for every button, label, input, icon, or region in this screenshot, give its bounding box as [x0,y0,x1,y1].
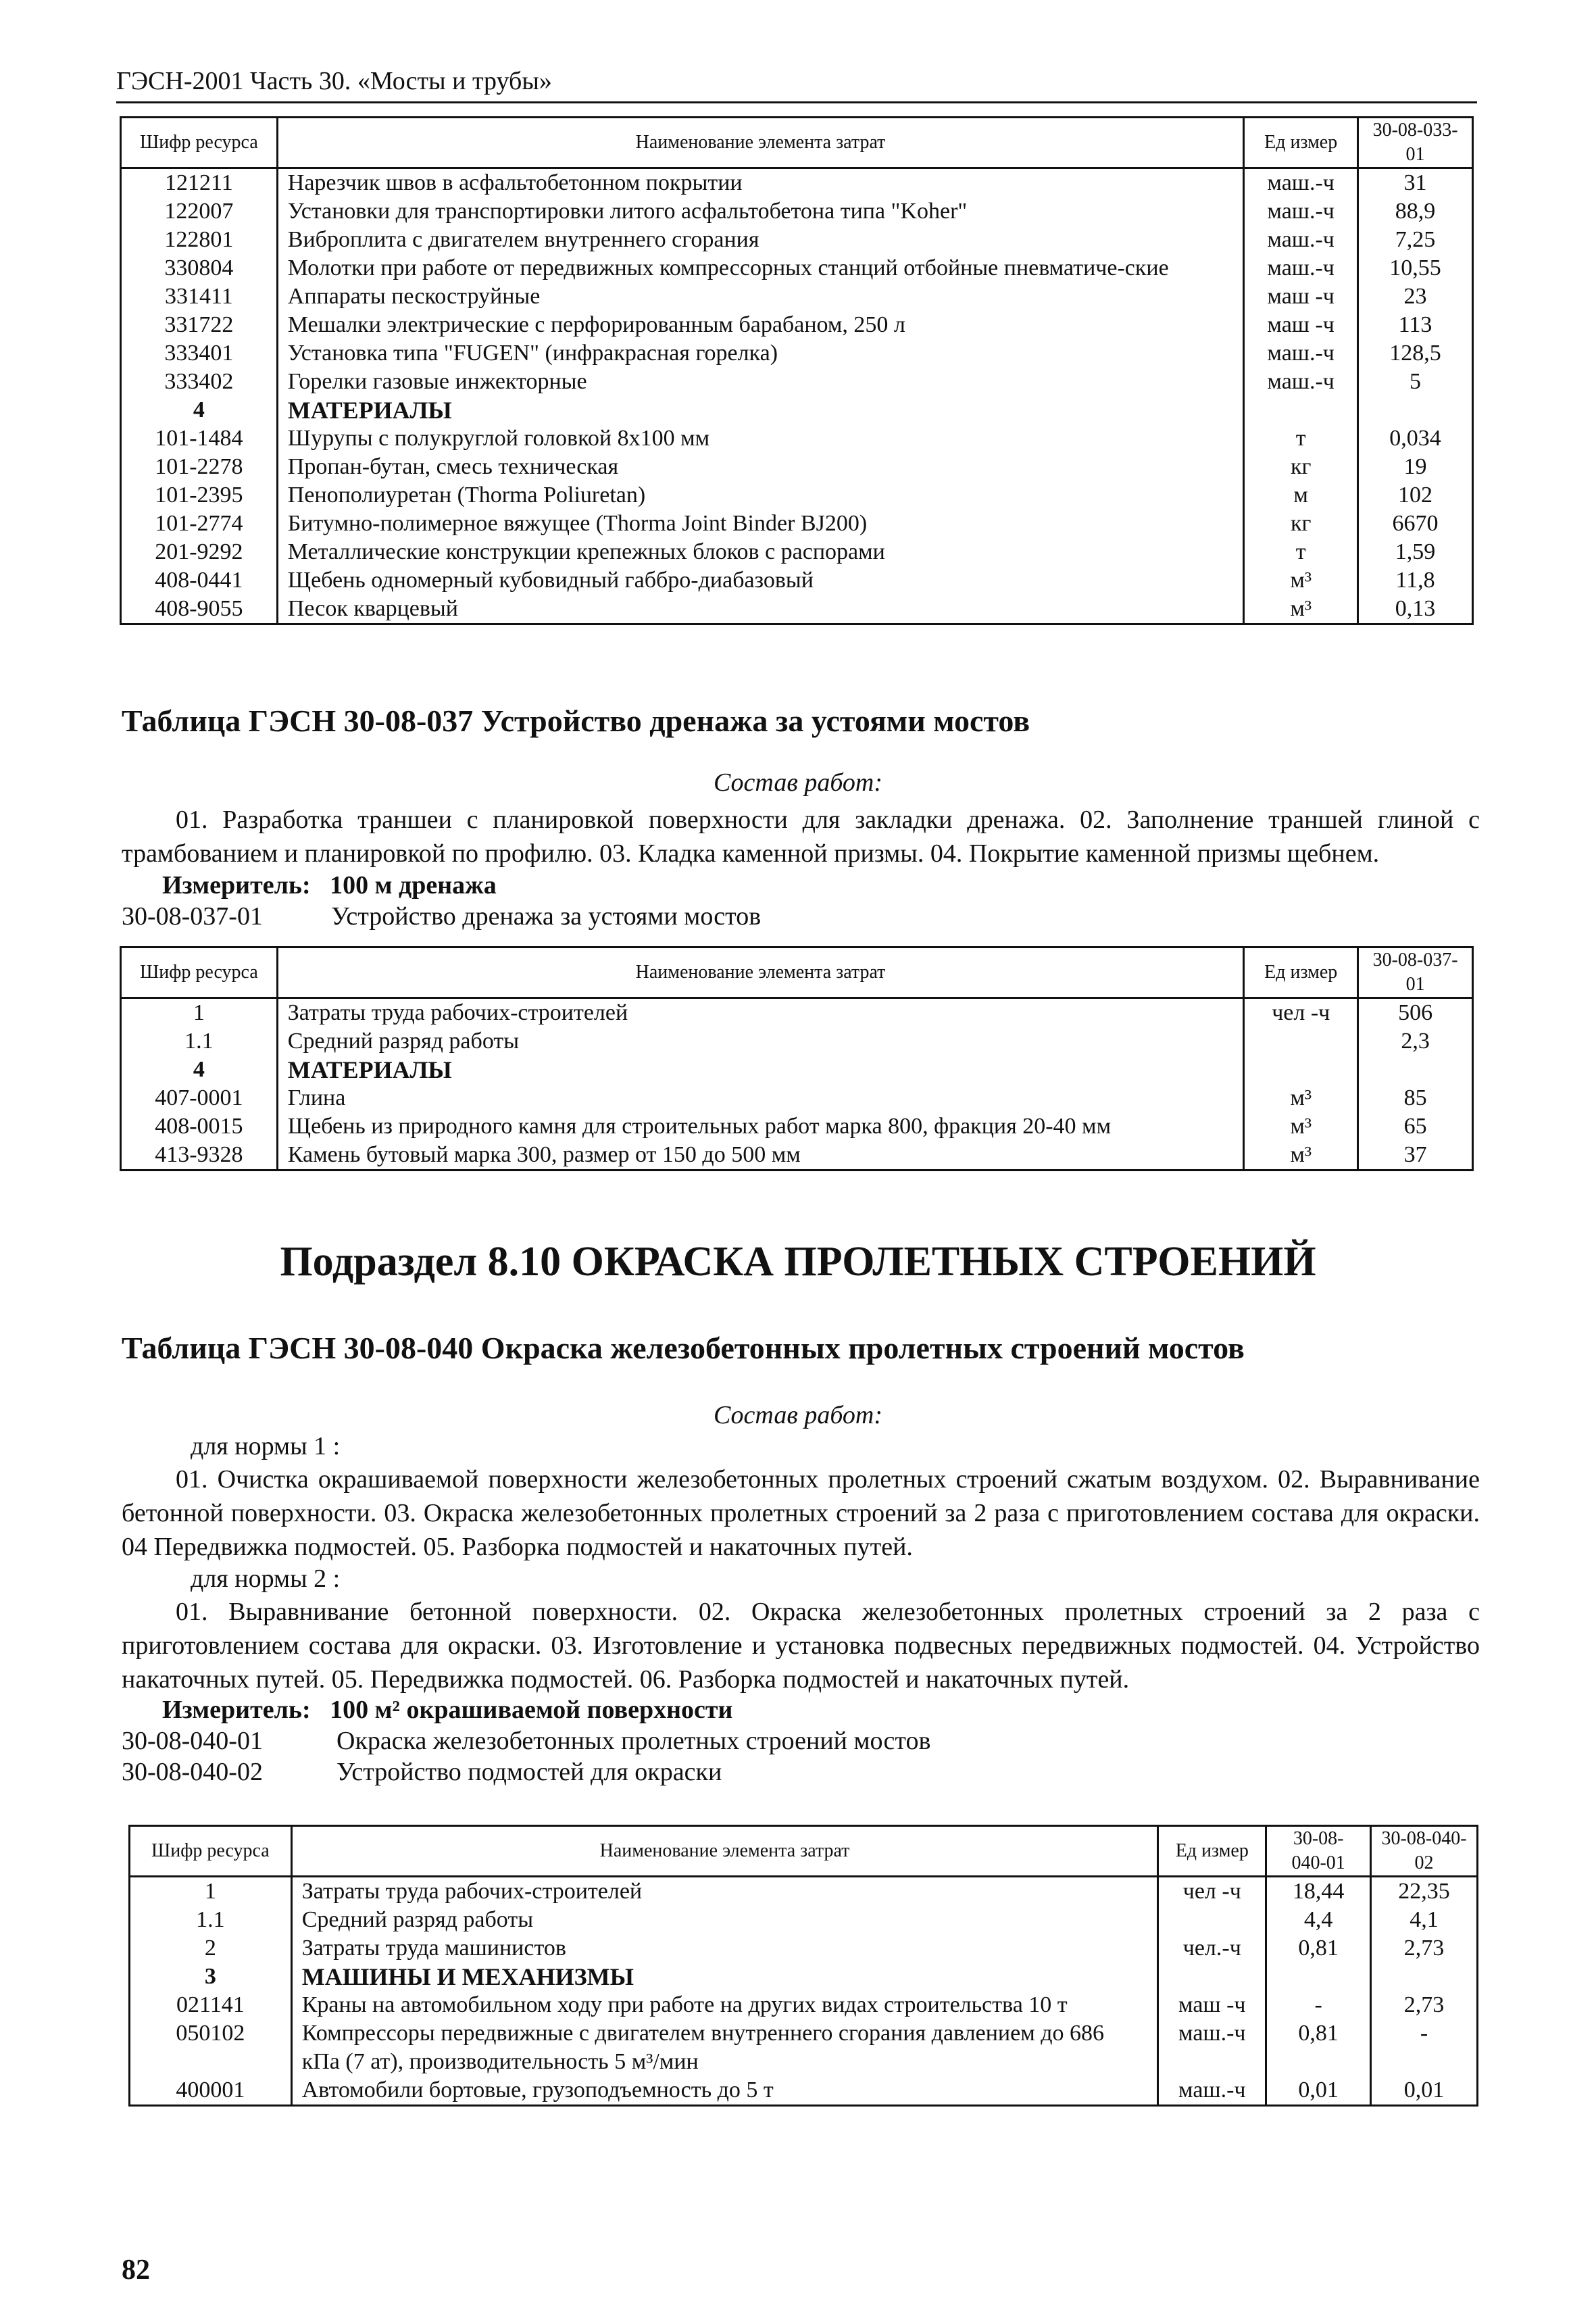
table-row [121,595,1473,624]
cell-code: 3 [130,1963,292,1991]
cell-unit: маш.-ч [1158,2076,1266,2106]
cell-code: 330804 [121,254,278,282]
norm2-text [122,1595,1480,1696]
table-row [121,1112,1473,1141]
cell-value-1: 4,4 [1266,1906,1371,1934]
cell-code: 408-9055 [121,595,278,624]
cell-code: 407-0001 [121,1084,278,1112]
cell-value-2: - [1371,2019,1478,2076]
cell-value-1: 10,55 [1358,254,1473,282]
cell-name: Затраты труда рабочих-строителей [277,998,1244,1028]
cell-name: Аппараты пескоструйные [277,282,1243,311]
cell-value-2: 2,73 [1371,1934,1478,1963]
cell-value-1: 0,034 [1358,424,1473,453]
cell-value-1: 506 [1358,998,1473,1028]
cell-name: Компрессоры передвижные с двигателем внутреннего сгорания давлением до 686 кПа (7 ат), производительность 5 м³/мин [291,2019,1158,2076]
table-row [121,168,1473,198]
cell-unit: маш -ч [1244,282,1358,311]
cell-value-1 [1266,1963,1371,1991]
meter-line [162,1695,732,1725]
cell-code: 121211 [121,168,278,198]
cell-code: 408-0441 [121,566,278,595]
cell-code: 408-0015 [121,1112,278,1141]
cell-name: Пропан-бутан, смесь техническая [277,453,1243,481]
col-header-unit: Ед измер [1244,947,1358,998]
cell-value-1: 37 [1358,1141,1473,1171]
meter-line [162,870,497,900]
cell-name: Щебень одномерный кубовидный габбро-диабазовый [277,566,1243,595]
table-row [121,254,1473,282]
col-header-norm1: 30-08-040-01 [1266,1826,1371,1877]
cell-unit: чел.-ч [1158,1934,1266,1963]
cell-value-1: 11,8 [1358,566,1473,595]
cell-code: 1 [130,1877,292,1906]
table-row [121,339,1473,368]
table-row [121,566,1473,595]
cell-unit: кг [1244,510,1358,538]
cell-unit [1244,1027,1358,1056]
table-row [130,1906,1478,1934]
meter-label: Измеритель: [162,1696,311,1724]
cell-value-1 [1358,396,1473,424]
cell-code: 122007 [121,197,278,226]
norm-code: 30-08-037-01 [122,902,263,931]
cell-unit: м³ [1244,1141,1358,1171]
cell-unit [1244,1056,1358,1084]
cell-unit [1244,396,1358,424]
cell-value-2: 4,1 [1371,1906,1478,1934]
cell-value-1: 23 [1358,282,1473,311]
norm1-label: для нормы 1 : [191,1432,341,1460]
cell-name: Битумно-полимерное вяжущее (Thorma Joint Binder BJ200) [277,510,1243,538]
table-row [130,1963,1478,1991]
resource-table-040 [128,1825,1478,2107]
cell-name: Установки для транспортировки литого асфальтобетона типа "Koher" [277,197,1243,226]
table-row [121,282,1473,311]
table-row [121,1141,1473,1171]
cell-unit: м³ [1244,1112,1358,1141]
col-header-code: Шифр ресурса [121,947,278,998]
cell-code: 1 [121,998,278,1028]
running-header: ГЭСН-2001 Часть 30. «Мосты и трубы» [116,67,552,95]
cell-code: 1.1 [121,1027,278,1056]
table-row [121,311,1473,339]
cell-unit: чел -ч [1244,998,1358,1028]
work-text-norm2: 01. Выравнивание бетонной поверхности. 02. Окраска железобетонных пролетных строений за 2 раза с приготовлением состава для окраски. 03. Изготовление и установка подвесных передвижных подмостей. 04. Устройство накаточных путей. 05. Передвижка подмостей. 06. Разборка подмостей и накаточных путей. [122,1598,1480,1694]
cell-value-1 [1358,1056,1473,1084]
cell-value-1: 85 [1358,1084,1473,1112]
col-header-name: Наименование элемента затрат [291,1826,1158,1877]
cell-value-1: 0,13 [1358,595,1473,624]
cell-unit: т [1244,538,1358,566]
norm-line [122,1726,930,1756]
norm-name: Устройство подмостей для окраски [336,1758,722,1786]
table-row [130,2019,1478,2076]
cell-value-1: 102 [1358,481,1473,510]
cell-name: МАТЕРИАЛЫ [277,396,1243,424]
cell-name: Камень бутовый марка 300, размер от 150 до 500 мм [277,1141,1244,1171]
resource-table-037 [120,946,1474,1171]
table-title-037: Таблица ГЭСН 30-08-037 Устройство дренажа за устоями мостов [122,704,1030,738]
meter-label: Измеритель: [162,871,311,900]
work-composition-heading: Состав работ: [713,1401,883,1429]
table-row [121,998,1473,1028]
cell-value-1: 2,3 [1358,1027,1473,1056]
table-row [121,368,1473,396]
col-header-norm2: 30-08-040-02 [1371,1826,1478,1877]
table-row [121,424,1473,453]
meter-value: 100 м² окрашиваемой поверхности [330,1696,733,1724]
work-text-norm1: 01. Очистка окрашиваемой поверхности железобетонных пролетных строений сжатым воздухом. 02. Выравнивание бетонной поверхности. 03. Окраска железобетонных пролетных строений за 2 раза с приготовлением состава для окраски. 04 Передвижка подмостей. 05. Разборка подмостей и накаточных путей. [122,1465,1480,1561]
cell-name: Автомобили бортовые, грузоподъемность до 5 т [291,2076,1158,2106]
table-row [130,1991,1478,2019]
col-header-code: Шифр ресурса [130,1826,292,1877]
cell-value-1: 18,44 [1266,1877,1371,1906]
cell-code: 331411 [121,282,278,311]
cell-value-2: 22,35 [1371,1877,1478,1906]
cell-unit: чел -ч [1158,1877,1266,1906]
table-row [121,1056,1473,1084]
cell-name: Установка типа "FUGEN" (инфракрасная горелка) [277,339,1243,368]
cell-name: Мешалки электрические с перфорированным барабаном, 250 л [277,311,1243,339]
cell-name: Шурупы с полукруглой головкой 8x100 мм [277,424,1243,453]
norm-name: Устройство дренажа за устоями мостов [331,902,762,931]
table-row [121,197,1473,226]
cell-name: Средний разряд работы [291,1906,1158,1934]
cell-code: 413-9328 [121,1141,278,1171]
cell-unit: маш -ч [1244,311,1358,339]
cell-name: МАШИНЫ И МЕХАНИЗМЫ [291,1963,1158,1991]
cell-unit: маш.-ч [1244,254,1358,282]
table-row [121,510,1473,538]
table-row [121,226,1473,254]
cell-value-1: 31 [1358,168,1473,198]
cell-unit [1158,1963,1266,1991]
table-row [121,538,1473,566]
norm-name: Окраска железобетонных пролетных строений мостов [336,1727,931,1755]
table-row [121,453,1473,481]
table-row [130,2076,1478,2106]
cell-unit: маш.-ч [1244,226,1358,254]
col-header-unit: Ед измер [1244,118,1358,168]
norm-line [122,1757,722,1787]
col-header-name: Наименование элемента затрат [277,947,1244,998]
table-row [130,1877,1478,1906]
work-composition-heading: Состав работ: [713,768,883,797]
norm-code: 30-08-040-02 [122,1758,263,1786]
cell-value-1: 113 [1358,311,1473,339]
cell-value-2 [1371,1963,1478,1991]
col-header-norm: 30-08-033-01 [1358,118,1473,168]
cell-name: МАТЕРИАЛЫ [277,1056,1244,1084]
cell-value-1: 65 [1358,1112,1473,1141]
table-row [121,1027,1473,1056]
cell-name: Горелки газовые инжекторные [277,368,1243,396]
table-title-040: Таблица ГЭСН 30-08-040 Окраска железобетонных пролетных строений мостов [122,1331,1245,1365]
cell-unit: маш.-ч [1244,168,1358,198]
cell-unit: м³ [1244,1084,1358,1112]
cell-value-1: 19 [1358,453,1473,481]
col-header-code: Шифр ресурса [121,118,278,168]
cell-unit: кг [1244,453,1358,481]
norm1-text [122,1462,1480,1564]
table-row [130,1934,1478,1963]
cell-name: Щебень из природного камня для строительных работ марка 800, фракция 20-40 мм [277,1112,1244,1141]
table-row [121,481,1473,510]
cell-code: 400001 [130,2076,292,2106]
cell-value-1: 128,5 [1358,339,1473,368]
table-header-row [121,947,1473,998]
cell-unit: маш.-ч [1158,2019,1266,2076]
cell-name: Краны на автомобильном ходу при работе на других видах строительства 10 т [291,1991,1158,2019]
cell-name: Глина [277,1084,1244,1112]
cell-value-1: 1,59 [1358,538,1473,566]
cell-unit: т [1244,424,1358,453]
cell-name: Виброплита с двигателем внутреннего сгорания [277,226,1243,254]
cell-unit: маш.-ч [1244,197,1358,226]
cell-code: 333401 [121,339,278,368]
resource-table-033 [120,116,1474,625]
norm-line [122,902,761,931]
col-header-name: Наименование элемента затрат [277,118,1243,168]
meter-value: 100 м дренажа [330,871,497,900]
cell-value-1: 5 [1358,368,1473,396]
cell-code: 122801 [121,226,278,254]
cell-code: 333402 [121,368,278,396]
subsection-title: Подраздел 8.10 ОКРАСКА ПРОЛЕТНЫХ СТРОЕНИЙ [280,1239,1316,1285]
cell-unit: маш.-ч [1244,368,1358,396]
cell-code: 101-2774 [121,510,278,538]
cell-name: Средний разряд работы [277,1027,1244,1056]
cell-name: Песок кварцевый [277,595,1243,624]
cell-value-1: 0,81 [1266,1934,1371,1963]
col-header-norm: 30-08-037-01 [1358,947,1473,998]
cell-unit: м [1244,481,1358,510]
table-header-row [130,1826,1478,1877]
cell-value-1: - [1266,1991,1371,2019]
cell-name: Затраты труда машинистов [291,1934,1158,1963]
cell-code: 4 [121,1056,278,1084]
cell-unit [1158,1906,1266,1934]
cell-name: Затраты труда рабочих-строителей [291,1877,1158,1906]
cell-value-1: 6670 [1358,510,1473,538]
cell-value-2: 0,01 [1371,2076,1478,2106]
header-rule [116,101,1477,103]
norm-code: 30-08-040-01 [122,1727,263,1755]
cell-unit: м³ [1244,595,1358,624]
cell-code: 331722 [121,311,278,339]
cell-value-1: 7,25 [1358,226,1473,254]
cell-value-1: 0,01 [1266,2076,1371,2106]
cell-value-1: 88,9 [1358,197,1473,226]
table-row [121,1084,1473,1112]
cell-code: 101-1484 [121,424,278,453]
cell-name: Пенополиуретан (Thorma Poliuretan) [277,481,1243,510]
cell-unit: маш.-ч [1244,339,1358,368]
cell-code: 2 [130,1934,292,1963]
cell-value-2: 2,73 [1371,1991,1478,2019]
norm2-label: для нормы 2 : [191,1565,341,1593]
col-header-unit: Ед измер [1158,1826,1266,1877]
cell-code: 201-9292 [121,538,278,566]
cell-code: 4 [121,396,278,424]
table-header-row [121,118,1473,168]
cell-code: 050102 [130,2019,292,2076]
work-text-037: 01. Разработка траншеи с планировкой поверхности для закладки дренажа. 02. Заполнение траншей глиной с трамбованием и планировкой по профилю. 03. Кладка каменной призмы. 04. Покрытие каменной призмы щебнем. [122,806,1480,868]
cell-name: Молотки при работе от передвижных компрессорных станций отбойные пневматиче-ские [277,254,1243,282]
cell-unit: м³ [1244,566,1358,595]
cell-code: 021141 [130,1991,292,2019]
cell-name: Нарезчик швов в асфальтобетонном покрытии [277,168,1243,198]
table-row [121,396,1473,424]
work-composition-text [122,803,1480,870]
cell-name: Металлические конструкции крепежных блоков с распорами [277,538,1243,566]
cell-value-1: 0,81 [1266,2019,1371,2076]
cell-code: 101-2278 [121,453,278,481]
cell-code: 1.1 [130,1906,292,1934]
page-number: 82 [122,2255,150,2286]
cell-code: 101-2395 [121,481,278,510]
cell-unit: маш -ч [1158,1991,1266,2019]
